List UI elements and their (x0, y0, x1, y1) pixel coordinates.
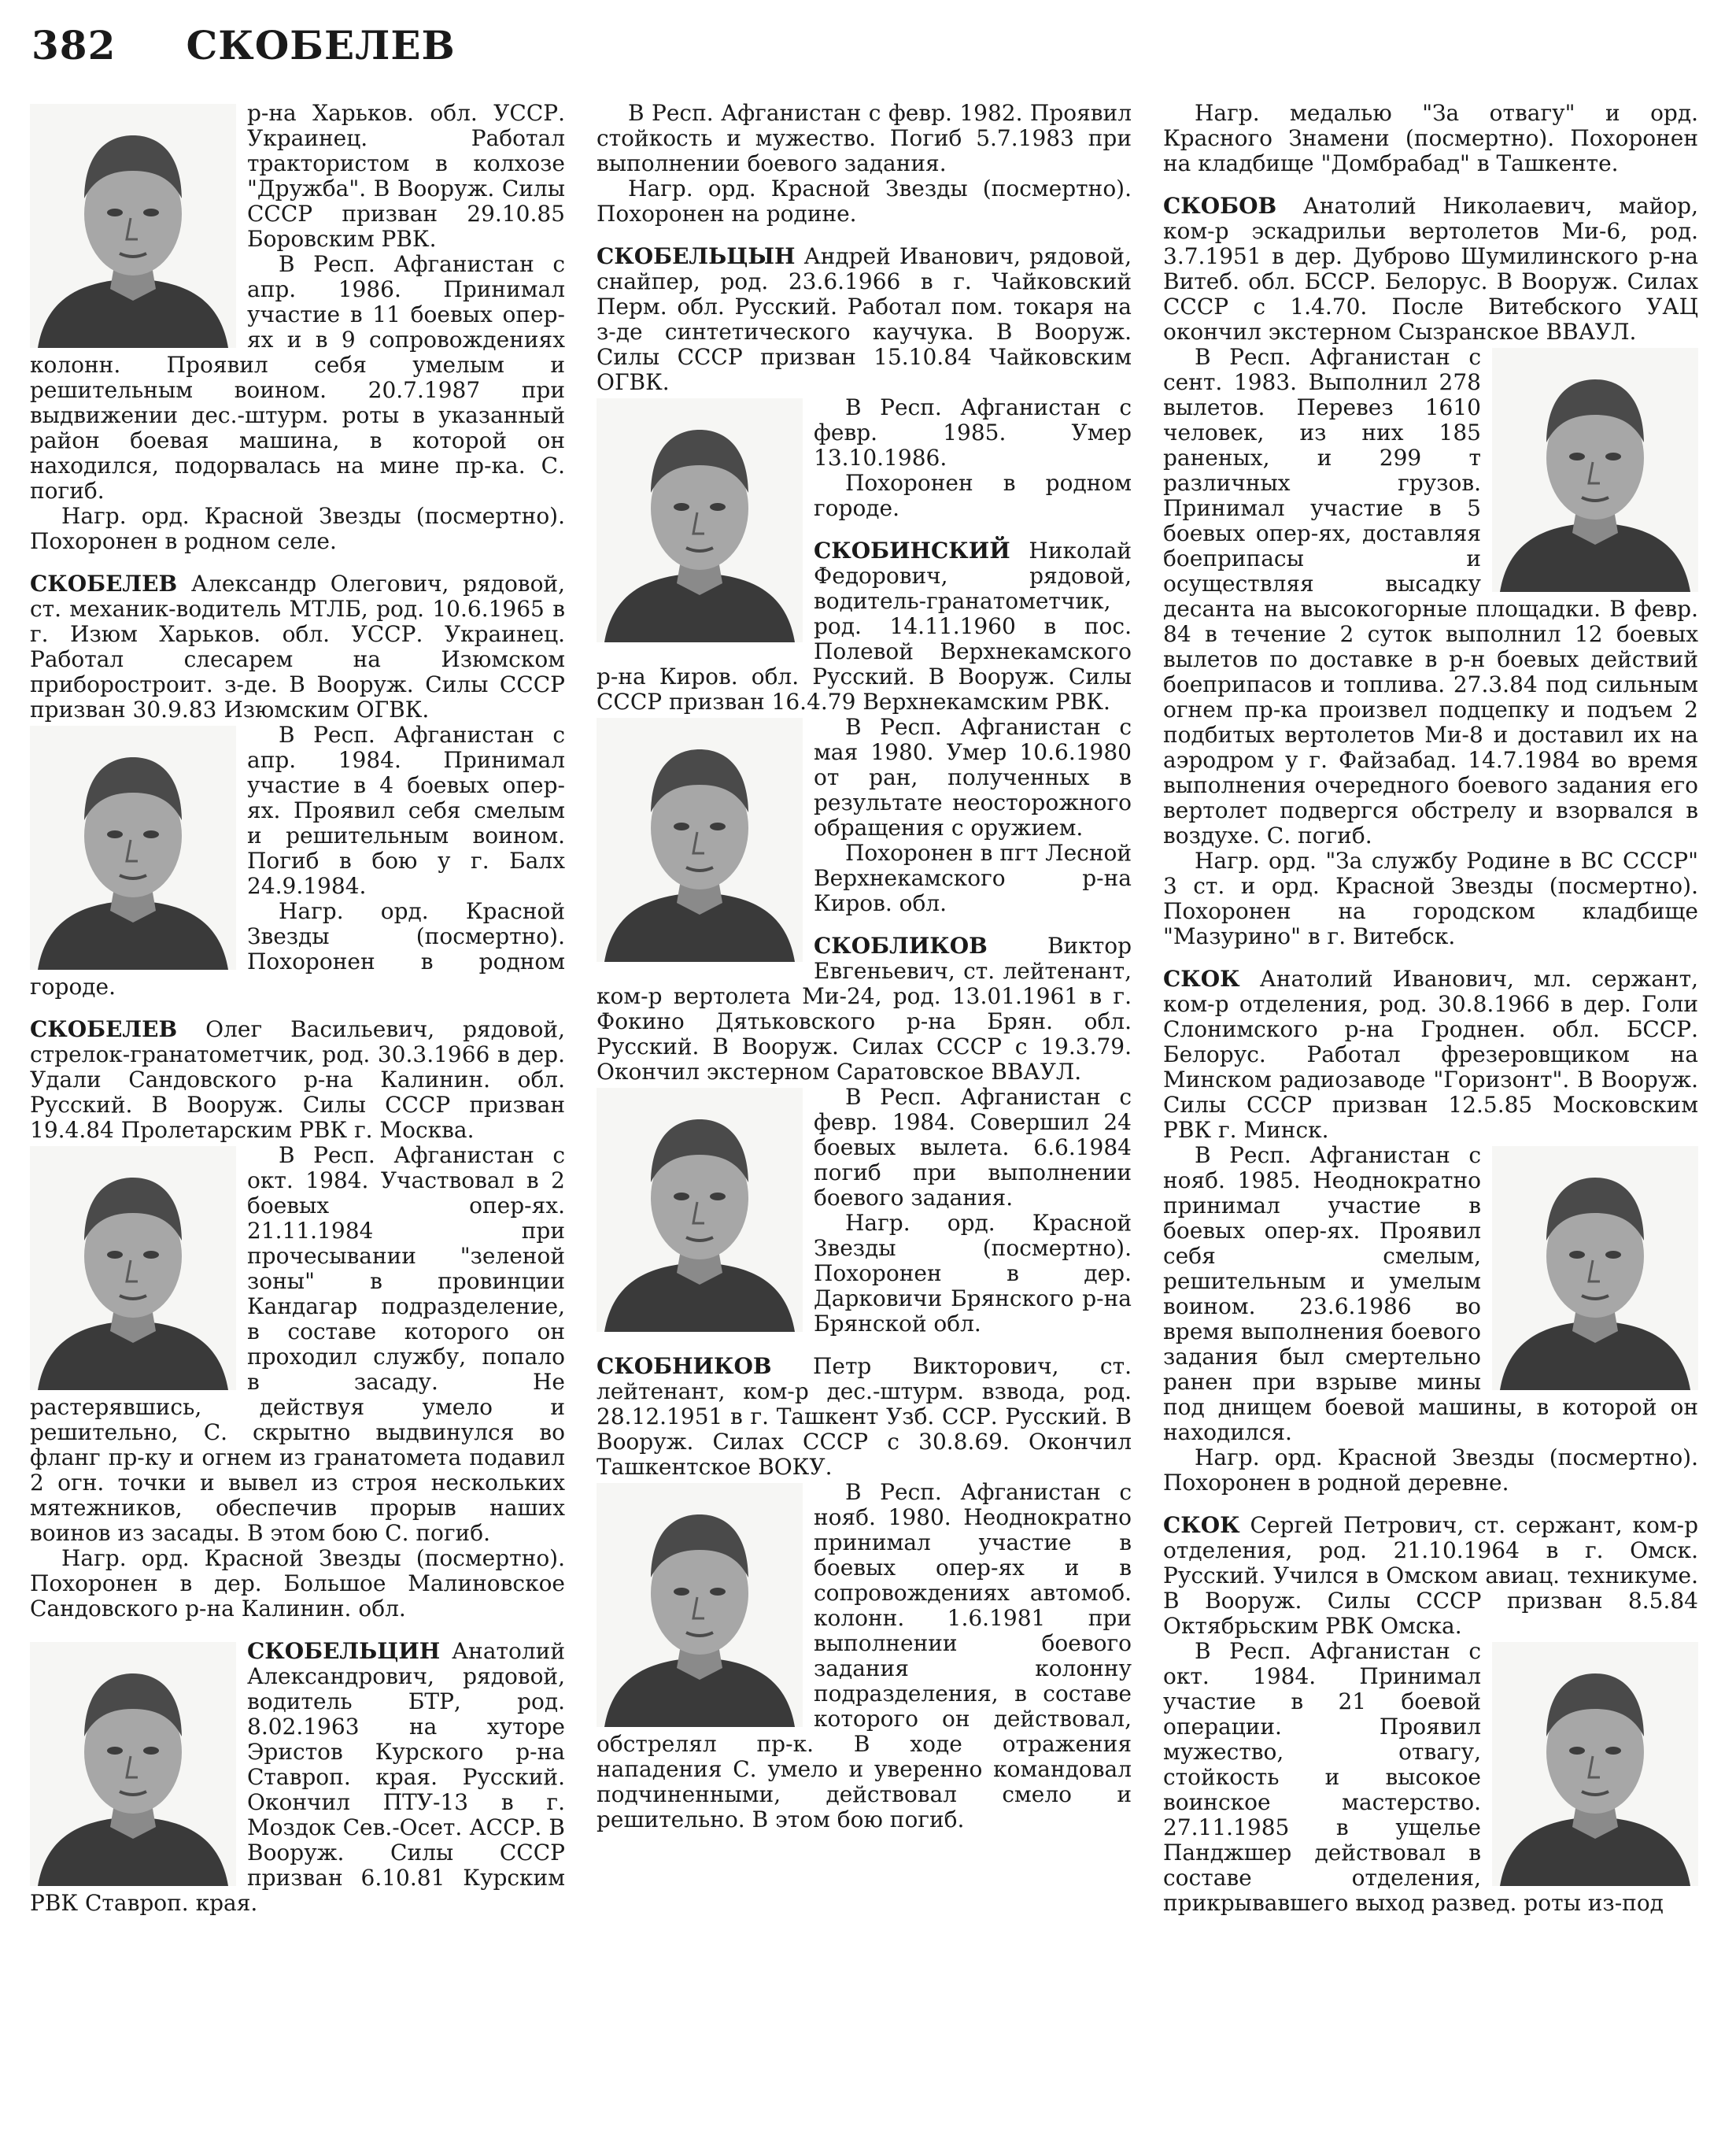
entry-skok-sergey (1163, 1513, 1698, 1916)
portrait-photo (30, 104, 236, 348)
entry-surname: СКОБИНСКИЙ (814, 538, 1010, 564)
entry-text: В Респ. Афганистан с окт. 1984. Принимал участие в 21 боевой операции. Проявил мужество, отвагу, стойкость и высокое воинское мастерство. 27.11.1985 в ущелье Панджшер действовал в составе отделения, прикрывавшего выход развед. роты из-под (1163, 1638, 1664, 1916)
entry-text: Андрей Иванович, рядовой, снайпер, род. 23.6.1966 в г. Чайковский Перм. обл. Русский. Работал пом. токаря на з-де синтетического каучука. В Вооруж. Силы СССР призван 15.10.84 Чайковским ОГВК. (597, 243, 1132, 395)
entry-awards: Похоронен в родном городе. (814, 470, 1132, 521)
entry-surname: СКОК (1163, 966, 1240, 992)
entry-skoblikov (597, 934, 1132, 1337)
column-3 (1163, 101, 1698, 2139)
entry-surname: СКОБЕЛЬЦИН (247, 1638, 441, 1664)
entry-text: В Респ. Афганистан с февр. 1985. Умер 13.10.1986. (814, 394, 1132, 471)
entry-skobnikov-continued (1163, 101, 1698, 176)
running-head: СКОБЕЛЕВ (186, 22, 456, 68)
entry-awards: Нагр. орд. Красной Звезды (посмертно). Похоронен в дер. Дарковичи Брянского р-на Брянской обл. (814, 1210, 1132, 1337)
entry-text: В Респ. Афганистан с апр. 1986. Принимал участие в 11 боевых опер-ях и в 9 сопровождениях колонн. Проявил себя умелым и решительным воином. 20.7.1987 при выдвижении дес.-штурм. роты в указанный район боевая машина, в которой он находился, подорвалась на мине пр-ка. С. погиб. (30, 251, 565, 504)
page-number: 382 (31, 22, 116, 68)
entry-skobeltsyn (597, 244, 1132, 521)
entry-text: В Респ. Афганистан с мая 1980. Умер 10.6.1980 от ран, полученных в результате неосторожного обращения с оружием. (814, 714, 1132, 841)
portrait-photo (1492, 1642, 1698, 1886)
entry-text: Анатолий Александрович, рядовой, водитель БТР, род. 8.02.1963 на хуторе Эристов Курского р-на Ставроп. края. Русский. Окончил ПТУ-13 в г. Моздок Сев.-Осет. АССР. В Вооруж. Силы СССР призван 6.10.81 Курским РВК Ставроп. края. (30, 1638, 565, 1916)
entry-text: Анатолий Николаевич, майор, ком-р эскадрильи вертолетов Ми-6, род. 3.7.1951 в дер. Дуброво Шумилинского р-на Витеб. обл. БССР. Белорус. В Вооруж. Силах СССР с 1.4.70. После Витебского УАЦ окончил экстерном Сызранское ВВАУЛ. (1163, 193, 1698, 345)
entry-text: В Респ. Афганистан с сент. 1983. Выполнил 278 вылетов. Перевез 1610 человек, из них 185 раненых, и 299 т различных грузов. Принимал участие в 5 боевых опер-ях, доставляя боеприпасы и осуществляя высадку десанта на высокогорные площадки. В февр. 84 в течение 2 суток выполнил 12 боевых вылетов по доставке в р-н боевых действий боеприпасов и топлива. 27.3.84 под сильным огнем пр-ка произвел подцепку и подъем 2 подбитых вертолетов Ми-8 и доставил их на аэродром у г. Файзабад. 14.7.1984 во время выполнения очередного боевого задания его вертолет подвергся обстрелу и взорвался в воздухе. С. погиб. (1163, 344, 1698, 849)
portrait-photo (597, 718, 803, 962)
portrait-photo (597, 1088, 803, 1332)
entry-skobnikov (597, 1354, 1132, 1832)
entry-surname: СКОК (1163, 1512, 1240, 1538)
entry-text: В Респ. Афганистан с апр. 1984. Принимал участие в 4 боевых опер-ях. Проявил себя смелым и решительным воином. Погиб в бою у г. Балх 24.9.1984. (247, 722, 565, 899)
entry-skobov (1163, 194, 1698, 949)
entry-text: В Респ. Афганистан с нояб. 1985. Неоднократно принимал участие в боевых опер-ях. Проявил себя смелым, решительным и умелым воином. 23.6.1986 во время выполнения боевого задания был смертельно ранен при взрыве мины под днищем боевой машины, в которой он находился. (1163, 1142, 1698, 1445)
page-header (31, 22, 456, 77)
entry-surname: СКОБЕЛЕВ (30, 571, 178, 597)
portrait-photo (597, 1483, 803, 1727)
entry-surname: СКОБЕЛЬЦЫН (597, 243, 796, 269)
entry-text: Виктор Евгеньевич, ст. лейтенант, ком-р вертолета Ми-24, род. 13.01.1961 в г. Фокино Дятьковского р-на Брян. обл. Русский. В Вооруж. Силах СССР с 19.3.79. Окончил экстерном Саратовское ВВАУЛ. (597, 933, 1132, 1085)
portrait-photo (1492, 348, 1698, 592)
entry-text: Петр Викторович, ст. лейтенант, ком-р дес.-штурм. взвода, род. 28.12.1951 в г. Ташкент Узб. ССР. Русский. В Вооруж. Силах СССР с 30.8.69. Окончил Ташкентское ВОКУ. (597, 1353, 1132, 1480)
entry-skobeltsin-continued (597, 101, 1132, 227)
portrait-photo (1492, 1146, 1698, 1390)
portrait-photo (30, 1642, 236, 1886)
portrait-photo (30, 726, 236, 970)
entry-continued (30, 101, 565, 554)
entry-text: В Респ. Афганистан с февр. 1982. Проявил стойкость и мужество. Погиб 5.7.1983 при выполнении боевого задания. (597, 101, 1132, 176)
entry-awards: Похоронен в пгт Лесной Верхнекамского р-на Киров. обл. (814, 840, 1132, 916)
entry-skobelev-oleg (30, 1017, 565, 1622)
entry-surname: СКОБЕЛЕВ (30, 1016, 178, 1042)
column-1 (30, 101, 565, 2139)
entry-text: В Респ. Афганистан с нояб. 1980. Неоднократно принимал участие в боевых опер-ях и в сопровождениях автомоб. колонн. 1.6.1981 при выполнении боевого задания колонну подразделения, в составе которого он действовал, обстрелял пр-к. В ходе отражения нападения С. умело и уверенно командовал подчиненными, действовал смело и решительно. В этом бою погиб. (597, 1479, 1132, 1832)
entry-text: Николай Федорович, рядовой, водитель-гранатометчик, род. 14.11.1960 в пос. Полевой Верхнекамского р-на Киров. обл. Русский. В Вооруж. Силы СССР призван 16.4.79 Верхнекамским РВК. (597, 538, 1132, 715)
entry-surname: СКОБЛИКОВ (814, 933, 988, 959)
entry-surname: СКОБОВ (1163, 193, 1277, 219)
entry-skobelev-aleksandr (30, 571, 565, 1000)
entry-text: Анатолий Иванович, мл. сержант, ком-р отделения, род. 30.8.1966 в дер. Голи Слонимского р-на Гроднен. обл. БССР. Белорус. Работал фрезеровщиком на Минском радиозаводе "Горизонт". В Вооруж. Силы СССР призван 12.5.85 Московским РВК г. Минск. (1163, 966, 1698, 1143)
portrait-photo (597, 398, 803, 642)
entry-skobeltsin (30, 1639, 565, 1916)
entry-text: В Респ. Афганистан с февр. 1984. Совершил 24 боевых вылета. 6.6.1984 погиб при выполнении боевого задания. (814, 1084, 1132, 1211)
entry-awards: Нагр. орд. Красной Звезды (посмертно). Похоронен в родной деревне. (1163, 1444, 1698, 1496)
entry-surname: СКОБНИКОВ (597, 1353, 772, 1379)
entry-awards: Нагр. орд. Красной Звезды (посмертно). Похоронен в дер. Большое Малиновское Сандовского р-на Калинин. обл. (30, 1545, 565, 1622)
entry-awards: Нагр. орд. "За службу Родине в ВС СССР" 3 ст. и орд. Красной Звезды (посмертно). Похоронен на городском кладбище "Мазурино" в г. Витебск. (1163, 848, 1698, 949)
portrait-photo (30, 1146, 236, 1390)
entry-text: Сергей Петрович, ст. сержант, ком-р отделения, род. 21.10.1964 в г. Омск. Русский. Учился в Омском авиац. техникуме. В Вооруж. Силы СССР призван 8.5.84 Октябрьским РВК Омска. (1163, 1512, 1698, 1639)
entry-awards: Нагр. орд. Красной Звезды (посмертно). Похоронен на родине. (597, 176, 1132, 227)
entry-awards: Нагр. орд. Красной Звезды (посмертно). Похоронен в родном селе. (30, 503, 565, 554)
column-2 (597, 101, 1132, 2139)
entry-awards: Нагр. медалью "За отвагу" и орд. Красного Знамени (посмертно). Похоронен на кладбище "Домбрабад" в Ташкенте. (1163, 101, 1698, 176)
entry-text: р-на Харьков. обл. УССР. Украинец. Работал трактористом в колхозе "Дружба". В Вооруж. Силы СССР призван 29.10.85 Боровским РВК. (247, 101, 565, 252)
entry-skok-anatoly (1163, 967, 1698, 1496)
entry-text: Олег Васильевич, рядовой, стрелок-гранатометчик, род. 30.3.1966 в дер. Удали Сандовского р-на Калинин. обл. Русский. В Вооруж. Силы СССР призван 19.4.84 Пролетарским РВК г. Москва. (30, 1016, 565, 1143)
entry-text: Александр Олегович, рядовой, ст. механик-водитель МТЛБ, род. 10.6.1965 в г. Изюм Харьков. обл. УССР. Украинец. Работал слесарем на Изюмском приборостроит. з-де. В Вооруж. Силы СССР призван 30.9.83 Изюмским ОГВК. (30, 571, 565, 723)
entry-awards: Нагр. орд. Красной Звезды (посмертно). Похоронен в родном городе. (30, 898, 565, 1000)
entry-text: В Респ. Афганистан с окт. 1984. Участвовал в 2 боевых опер-ях. 21.11.1984 при прочесывании "зеленой зоны" в провинции Кандагар подразделение, в составе которого он проходил службу, попало в засаду. Не растерявшись, действуя умело и решительно, С. скрытно выдвинулся во фланг пр-ку и огнем из гранатомета подавил 2 огн. точки и вывел из строя нескольких мятежников, обеспечив прорыв наших воинов из засады. В этом бою С. погиб. (30, 1142, 565, 1546)
